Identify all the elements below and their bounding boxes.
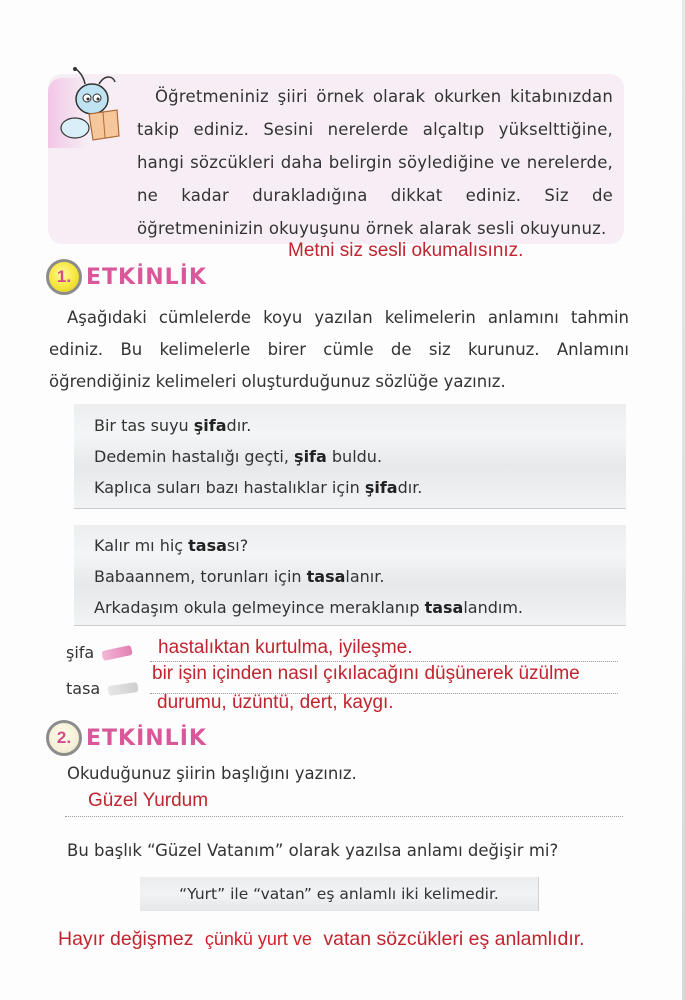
intro-instructions xyxy=(137,80,613,245)
handwritten-answer-sifa: hastalıktan kurtulma, iyileşme. xyxy=(158,637,413,658)
example-sentence: Dedemin hastalığı geçti, şifa buldu. xyxy=(94,447,383,466)
reading-bug-mascot-icon xyxy=(55,66,127,146)
handwritten-answer-tasa-line1: bir işin içinden nasıl çıkılacağını düşünerek üzülme xyxy=(152,663,580,684)
handwritten-answer-reading: Metni siz sesli okumalısınız. xyxy=(288,240,524,261)
example-strip-sifa xyxy=(74,404,626,509)
pencil-icon xyxy=(108,681,139,695)
example-sentence: Babaannem, torunları için tasalanır. xyxy=(94,567,385,586)
activity-2-question-2: Bu başlık “Güzel Vatanım” olarak yazılsa anlamı değişir mi? xyxy=(67,841,559,860)
dictionary-word: tasa xyxy=(66,679,101,698)
dictionary-word: şifa xyxy=(66,643,95,662)
note-strip: “Yurt” ile “vatan” eş anlamlı iki kelimedir. xyxy=(140,877,539,911)
dictionary-entry-sifa xyxy=(66,643,132,662)
example-strip-tasa xyxy=(74,525,626,626)
dictionary-entry-tasa xyxy=(66,679,138,698)
answer-line[interactable] xyxy=(150,661,618,662)
activity-number-badge: 1. xyxy=(46,259,82,295)
example-sentence: Arkadaşım okula gelmeyince meraklanıp tasalandım. xyxy=(94,598,524,617)
handwritten-answer-meaning xyxy=(58,928,591,951)
intro-text: Öğretmeniniz şiiri örnek olarak okurken kitabınızdan takip ediniz. Sesini nerelerde alçaltıp yükselttiğine, hangi sözcükleri daha belirgin söylediğine ve nerelerde, ne kadar durakladığına dikkat ediniz. Siz de öğretmeninizin okuyuşunu örnek alarak sesli okuyunuz. xyxy=(137,87,613,238)
example-sentence: Kalır mı hiç tasası? xyxy=(94,536,249,555)
instruction-text: Aşağıdaki cümlelerde koyu yazılan kelimelerin anlamını tahmin ediniz. Bu kelimelerle birer cümle de siz kurunuz. Anlamını öğrendiğiniz kelimeleri oluşturduğunuz sözlüğe yazınız. xyxy=(49,308,629,391)
answer-line[interactable] xyxy=(65,816,623,817)
answer-part: vatan sözcükleri eş anlamlıdır. xyxy=(323,928,585,950)
handwritten-answer-title: Güzel Yurdum xyxy=(88,790,209,811)
activity-1-instruction xyxy=(49,302,629,398)
activity-title: ETKİNLİK xyxy=(86,264,207,290)
activity-2-heading xyxy=(46,718,207,758)
answer-part: çünkü yurt ve xyxy=(204,929,312,949)
answer-part: Hayır değişmez xyxy=(58,928,194,950)
activity-2-question-1: Okuduğunuz şiirin başlığını yazınız. xyxy=(67,764,357,783)
handwritten-answer-tasa-line2: durumu, üzüntü, dert, kaygı. xyxy=(157,692,394,713)
example-sentence: Bir tas suyu şifadır. xyxy=(94,416,252,435)
example-sentence: Kaplıca suları bazı hastalıklar için şifadır. xyxy=(94,478,423,497)
activity-1-heading xyxy=(46,257,207,297)
pencil-icon xyxy=(102,644,133,660)
activity-title: ETKİNLİK xyxy=(86,725,207,751)
activity-number-badge: 2. xyxy=(46,720,82,756)
